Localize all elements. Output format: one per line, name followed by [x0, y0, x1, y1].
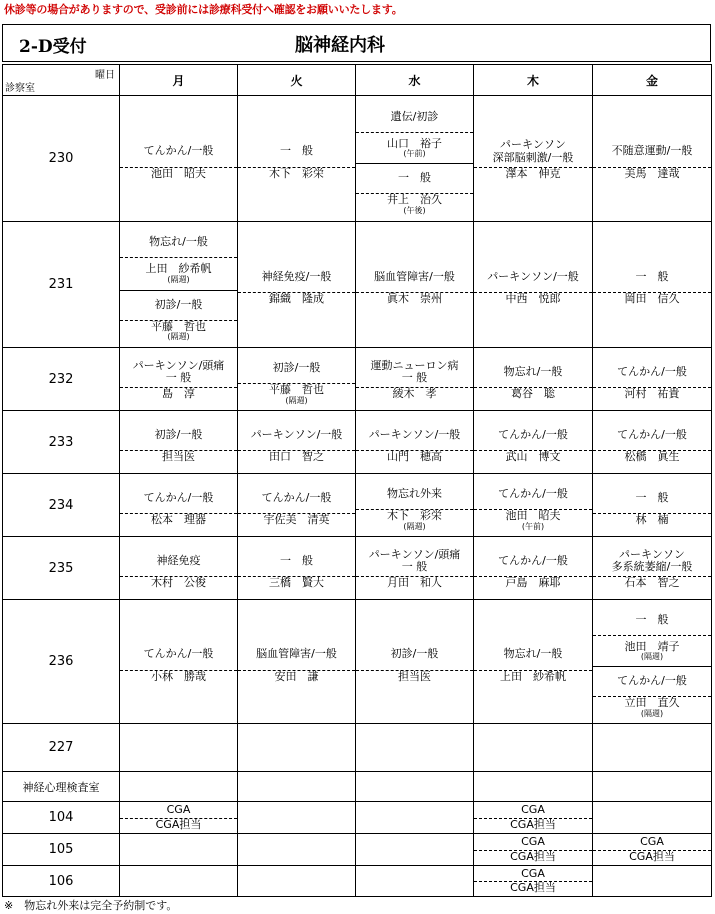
doctor-name: 岡田 信久: [624, 292, 680, 306]
room-row-231: [3, 222, 712, 348]
schedule-cell: [474, 834, 593, 866]
doctor-name: 平藤 哲也 (隔週): [151, 319, 206, 342]
room-row-neuropsych: [3, 772, 712, 802]
session-note: (午前): [403, 149, 426, 159]
schedule-cell: [356, 222, 474, 348]
specialty-label: パーキンソン/一般: [238, 420, 355, 451]
specialty-label: パーキンソン 多系統萎縮/一般: [593, 546, 711, 577]
schedule-cell: [120, 834, 238, 866]
day-mon: 月: [120, 65, 238, 96]
doctor-name: 中西 悦郎: [505, 292, 561, 306]
session-note: (隔週): [640, 652, 664, 662]
schedule-cell: [238, 348, 356, 411]
doctor-name: 島 淳: [162, 387, 195, 401]
doctor-name: 澤本 伸克: [505, 166, 561, 180]
doctor-name: 戸島 麻耶: [505, 576, 561, 590]
schedule-cell: [474, 866, 593, 897]
specialty-label: 脳血管障害/一般: [356, 263, 473, 293]
schedule-cell: [474, 96, 593, 222]
specialty-label: 運動ニューロン病 一 般: [356, 357, 473, 388]
schedule-cell: [120, 411, 238, 474]
doctor-name: CGA担当: [629, 849, 675, 863]
doctor-name: CGA担当: [510, 817, 556, 831]
schedule-cell: [238, 411, 356, 474]
reception-label: 2-D受付: [19, 37, 87, 57]
specialty-label: パーキンソン/一般: [356, 420, 473, 451]
doctor-name: 立田 直久 (隔週): [624, 696, 680, 718]
schedule-cell: [474, 772, 593, 802]
room-name: 235: [3, 537, 120, 600]
doctor-name: 池田 靖子 (隔週): [593, 636, 711, 667]
schedule-cell: [356, 537, 474, 600]
specialty-label: 物忘れ/一般: [474, 357, 592, 388]
specialty-label: パーキンソン/一般: [474, 263, 592, 293]
schedule-cell: [474, 222, 593, 348]
schedule-cell: [593, 866, 712, 897]
day-fri: 金: [593, 65, 712, 96]
schedule-cell: [238, 600, 356, 724]
session-note: (隔週): [640, 708, 664, 718]
schedule-cell: [120, 866, 238, 897]
specialty-label: 一 般: [593, 263, 711, 293]
doctor-name: 小林 勝哉: [151, 669, 206, 683]
footer-note: ※ 物忘れ外来は完全予約制です。: [4, 899, 178, 912]
specialty-label: てんかん/一般: [593, 420, 711, 451]
doctor-name: 山口 裕子 (午前): [356, 133, 473, 164]
specialty-label: 物忘れ/一般: [120, 228, 237, 258]
schedule-cell: [474, 348, 593, 411]
room-name: 234: [3, 474, 120, 537]
schedule-cell: [238, 802, 356, 834]
day-header-row: [3, 65, 712, 96]
specialty-label: CGA: [474, 804, 592, 819]
specialty-label: 一 般: [238, 546, 355, 577]
schedule-cell: [356, 834, 474, 866]
schedule-cell: [356, 772, 474, 802]
specialty-label: 初診/一般: [120, 291, 237, 321]
doctor-name: 池田 昭夫 (午前): [505, 509, 561, 531]
specialty-label: てんかん/一般: [474, 546, 592, 577]
doctor-name: 木村 公俊: [151, 576, 206, 590]
room-name: 104: [3, 802, 120, 834]
room-row-105: [3, 834, 712, 866]
specialty-label: 初診/一般: [356, 640, 473, 671]
schedule-cell: [120, 772, 238, 802]
schedule-cell: [474, 600, 593, 724]
session-note: (隔週): [403, 521, 426, 531]
specialty-label: 脳血管障害/一般: [238, 640, 355, 671]
doctor-name: CGA担当: [510, 881, 556, 895]
schedule-cell: [593, 222, 712, 348]
doctor-name: 担当医: [162, 450, 195, 464]
doctor-name: 河村 祐貴: [624, 387, 680, 401]
specialty-label: パーキンソン 深部脳刺激/一般: [474, 137, 592, 168]
schedule-cell: [120, 537, 238, 600]
schedule-cell: [593, 802, 712, 834]
schedule-cell: [238, 222, 356, 348]
schedule-cell: [593, 96, 712, 222]
specialty-label: 神経免疫: [120, 546, 237, 577]
schedule-cell: [474, 411, 593, 474]
schedule-cell: [593, 411, 712, 474]
room-row-227: [3, 724, 712, 772]
specialty-label: CGA: [474, 836, 592, 851]
notice-banner: 休診等の場合がありますので、受診前には診療科受付へ確認をお願いいたします。: [4, 3, 403, 16]
doctor-name: 綾木 孝: [392, 387, 437, 401]
doctor-name: CGA担当: [155, 817, 202, 831]
doctor-name: 三橋 賢大: [269, 576, 324, 590]
specialty-label: 一 般: [593, 483, 711, 514]
specialty-label: てんかん/一般: [120, 483, 237, 514]
specialty-label: CGA: [593, 836, 711, 851]
day-wed: 水: [356, 65, 474, 96]
specialty-label: てんかん/一般: [593, 357, 711, 388]
day-label: 曜日: [95, 70, 115, 81]
session-note: (隔週): [167, 332, 190, 342]
room-name: 106: [3, 866, 120, 897]
session-note: (隔週): [167, 274, 190, 284]
specialty-label: てんかん/一般: [238, 483, 355, 514]
doctor-name: 山門 穂高: [387, 450, 442, 464]
doctor-name: 木下 彩栄 (隔週): [387, 509, 442, 531]
specialty-label: 不随意運動/一般: [593, 137, 711, 168]
doctor-name: 宇佐美 清英: [263, 513, 330, 527]
specialty-label: 一 般: [238, 137, 355, 168]
department-title: 脳神経内科: [295, 35, 385, 56]
specialty-label: てんかん/一般: [474, 479, 592, 510]
schedule-cell: [356, 600, 474, 724]
day-tue: 火: [238, 65, 356, 96]
schedule-cell: [593, 537, 712, 600]
doctor-name: 武山 博文: [505, 450, 561, 464]
specialty-label: 遺伝/初診: [356, 102, 473, 133]
schedule-cell: [474, 802, 593, 834]
session-note: (午前): [521, 521, 545, 531]
doctor-name: CGA担当: [510, 849, 556, 863]
specialty-label: てんかん/一般: [593, 667, 711, 697]
doctor-name: 上田 紗希帆: [500, 669, 566, 683]
schedule-cell: [474, 724, 593, 772]
room-row-232: [3, 348, 712, 411]
specialty-label: 物忘れ外来: [356, 479, 473, 510]
doctor-name: 木下 彩栄: [269, 166, 324, 180]
schedule-cell: [356, 411, 474, 474]
doctor-name: 錦織 隆成: [269, 292, 324, 306]
specialty-label: 初診/一般: [238, 353, 355, 384]
schedule-cell: [356, 348, 474, 411]
schedule-cell: [593, 724, 712, 772]
room-name: 233: [3, 411, 120, 474]
doctor-name: 安田 謙: [274, 669, 319, 683]
room-name: 230: [3, 96, 120, 222]
doctor-name: 担当医: [398, 669, 431, 683]
schedule-cell: [356, 724, 474, 772]
schedule-cell: [120, 802, 238, 834]
doctor-name: 上田 紗希帆 (隔週): [120, 258, 237, 291]
specialty-label: 神経免疫/一般: [238, 263, 355, 293]
specialty-label: てんかん/一般: [120, 640, 237, 671]
specialty-label: パーキンソン/頭痛 一 般: [120, 357, 237, 388]
room-row-230: [3, 96, 712, 222]
doctor-name: 林 楠: [635, 513, 669, 527]
doctor-name: 池田 昭夫: [151, 166, 206, 180]
specialty-label: CGA: [474, 867, 592, 882]
room-label: 診察室: [5, 83, 35, 94]
schedule-cell: [593, 834, 712, 866]
schedule-cell: [356, 96, 474, 222]
room-row-233: [3, 411, 712, 474]
schedule-cell: [238, 772, 356, 802]
schedule-cell: [593, 772, 712, 802]
doctor-name: 田口 智之: [269, 450, 324, 464]
specialty-label: CGA: [120, 804, 237, 819]
schedule-cell: [593, 348, 712, 411]
doctor-name: 松本 理器: [151, 513, 206, 527]
specialty-label: 物忘れ/一般: [474, 640, 592, 671]
schedule-cell: [238, 537, 356, 600]
schedule-cell: [238, 96, 356, 222]
schedule-cell: [593, 600, 712, 724]
room-row-104: [3, 802, 712, 834]
schedule-cell: [120, 96, 238, 222]
schedule-cell: [120, 600, 238, 724]
corner-cell: [3, 65, 120, 96]
specialty-label: てんかん/一般: [474, 420, 592, 451]
room-name: 231: [3, 222, 120, 348]
title-bar: [2, 24, 711, 62]
room-row-235: [3, 537, 712, 600]
day-thu: 木: [474, 65, 593, 96]
specialty-label: てんかん/一般: [120, 137, 237, 168]
room-name: 105: [3, 834, 120, 866]
schedule-cell: [238, 866, 356, 897]
doctor-name: 松橋 眞生: [624, 450, 680, 464]
schedule-cell: [120, 474, 238, 537]
schedule-cell: [238, 834, 356, 866]
session-note: (午後): [403, 205, 426, 215]
doctor-name: 平藤 哲也 (隔週): [269, 383, 324, 405]
doctor-name: 葛谷 聡: [511, 387, 555, 401]
room-name: 神経心理検査室: [3, 772, 120, 802]
doctor-name: 美馬 達哉: [624, 166, 680, 180]
specialty-label: 一 般: [593, 605, 711, 636]
schedule-cell: [356, 866, 474, 897]
doctor-name: 眞木 崇州: [387, 292, 442, 306]
schedule-cell: [593, 474, 712, 537]
room-row-106: [3, 866, 712, 897]
specialty-label: 初診/一般: [120, 420, 237, 451]
schedule-cell: [238, 474, 356, 537]
schedule-cell: [356, 474, 474, 537]
schedule-cell: [474, 474, 593, 537]
room-name: 236: [3, 600, 120, 724]
schedule-cell: [356, 802, 474, 834]
room-name: 227: [3, 724, 120, 772]
room-row-234: [3, 474, 712, 537]
schedule-cell: [120, 724, 238, 772]
doctor-name: 月田 和人: [387, 576, 442, 590]
schedule-cell: [120, 348, 238, 411]
room-name: 232: [3, 348, 120, 411]
specialty-label: パーキンソン/頭痛 一 般: [356, 546, 473, 577]
schedule-cell: [474, 537, 593, 600]
session-note: (隔週): [285, 395, 308, 405]
schedule-cell: [238, 724, 356, 772]
specialty-label: 一 般: [356, 164, 473, 194]
room-row-236: [3, 600, 712, 724]
doctor-name: 石本 智之: [624, 576, 680, 590]
schedule-table: [2, 64, 712, 897]
doctor-name: 井上 治久 (午後): [387, 193, 442, 215]
schedule-cell: [120, 222, 238, 348]
